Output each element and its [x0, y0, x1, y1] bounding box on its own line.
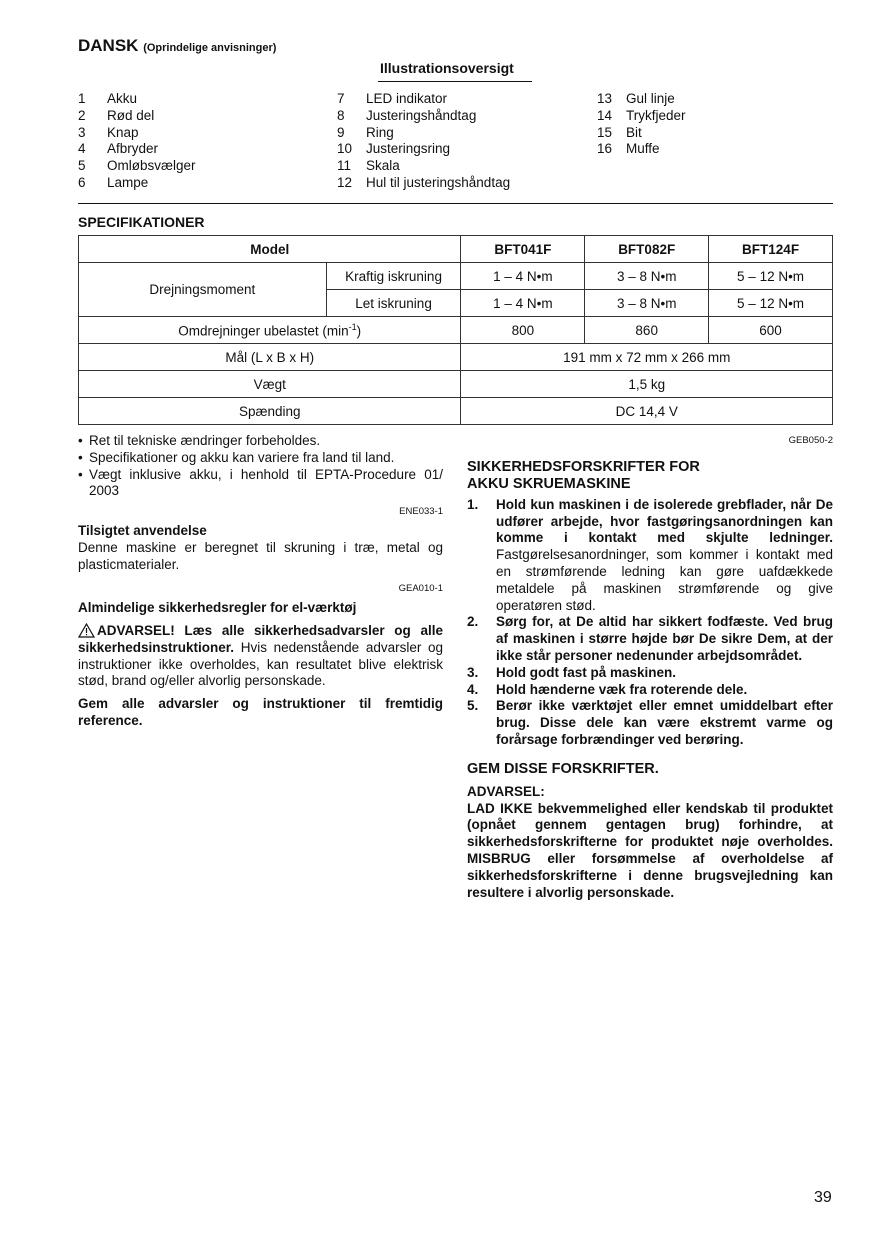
- table-header-row: [79, 236, 833, 263]
- table-cell: 600: [709, 317, 833, 344]
- reference-code: GEB050-2: [788, 435, 833, 446]
- table-cell: 5 – 12 N•m: [709, 290, 833, 317]
- parts-column-2: [337, 91, 510, 192]
- list-item: 3. Hold godt fast på maskinen.: [467, 664, 677, 680]
- part-item: 7 LED indikator: [337, 91, 448, 106]
- table-row: [79, 398, 833, 425]
- general-warning: ADVARSEL! Læs alle sikkerhedsadvarsler og alle sikkerhedsinstruktioner. Hvis nedenstående advarsler og instruktioner ikke overholdes, kan resultatet blive elektrisk stød, brand og/eller alvorlig personskade.: [78, 622, 443, 689]
- torque-label: Drejningsmoment: [79, 263, 327, 317]
- table-row: [79, 371, 833, 398]
- table-cell: 1 – 4 N•m: [461, 263, 585, 290]
- table-cell: 1 – 4 N•m: [461, 290, 585, 317]
- model-name: BFT082F: [585, 236, 709, 263]
- list-item: 5. Berør ikke værktøjet eller emnet umiddelbart efter brug. Disse dele kan være ekstremt varme og forårsage forbrændinger ved berøring.: [467, 698, 833, 747]
- keep-instructions: Gem alle advarsler og instruktioner til fremtidig reference.: [78, 696, 443, 728]
- safety-list: [467, 497, 833, 749]
- parts-column-3: [597, 91, 686, 158]
- table-row: [79, 263, 833, 290]
- voltage-label: Spænding: [79, 398, 461, 425]
- warning-text: LAD IKKE bekvemmelighed eller kendskab til produktet (opnået gennem gentagen brug) forhindre, at sikkerhedsforskrifterne for produktet nøje overholdes. MISBRUG eller forsømmelse af overholdelse af sikkerhedsforskrifterne i denne brugsvejledning kan resultere i alvorlig personskade.: [467, 800, 833, 900]
- specs-title: SPECIFIKATIONER: [78, 214, 205, 230]
- model-name: BFT124F: [709, 236, 833, 263]
- list-item: 4. Hold hænderne væk fra roterende dele.: [467, 681, 748, 697]
- table-cell: 860: [585, 317, 709, 344]
- dimensions-value: 191 mm x 72 mm x 266 mm: [461, 344, 833, 371]
- soft-joint-label: Let iskruning: [326, 290, 461, 317]
- table-cell: 800: [461, 317, 585, 344]
- voltage-value: DC 14,4 V: [461, 398, 833, 425]
- model-name: BFT041F: [461, 236, 585, 263]
- part-item: 6 Lampe: [78, 174, 149, 190]
- safety-title: SIKKERHEDSFORSKRIFTER FOR AKKU SKRUEMASKINE: [467, 458, 700, 492]
- part-item: 1 Akku: [78, 91, 138, 106]
- spec-note: • Ret til tekniske ændringer forbeholdes.: [78, 433, 321, 448]
- weight-value: 1,5 kg: [461, 371, 833, 398]
- left-column: [78, 433, 443, 730]
- reference-code: ENE033-1: [399, 506, 443, 518]
- right-column: [467, 433, 833, 901]
- table-row: [79, 317, 833, 344]
- list-item: 2. Sørg for, at De altid har sikkert fodfæste. Ved brug af maskinen i større højde bør De sikre Dem, at der ikke står personer nedenunder arbejdsområdet.: [467, 614, 833, 663]
- overview-underline: [378, 81, 532, 82]
- part-item: 10 Justeringsring: [337, 141, 451, 157]
- weight-label: Vægt: [79, 371, 461, 398]
- overview-title: Illustrationsoversigt: [380, 60, 514, 76]
- list-item: 1. Hold kun maskinen i de isolerede grebflader, når De udfører arbejde, hvor fastgøringsanordningen kan komme i kontakt med skjulte ledninger. Fastgørelsesanordninger, som kommer i kontakt med en strømførende ledning kan gøre uafdækkede metaldele på maskinen strømførende og give operatøren stød.: [467, 496, 833, 613]
- model-header: Model: [79, 236, 461, 263]
- intended-use-text: Denne maskine er beregnet til skruning i træ, metal og plasticmaterialer.: [78, 539, 443, 572]
- language-note: (Oprindelige anvisninger): [143, 42, 277, 54]
- part-item: 3 Knap: [78, 124, 139, 140]
- table-cell: 3 – 8 N•m: [585, 263, 709, 290]
- intended-use-title: Tilsigtet anvendelse: [78, 522, 207, 538]
- table-row: [79, 344, 833, 371]
- table-cell: 5 – 12 N•m: [709, 263, 833, 290]
- spec-note: • Vægt inklusive akku, i henhold til EPTA-Procedure 01/ 2003: [78, 466, 443, 499]
- part-item: 2 Rød del: [78, 107, 155, 123]
- warning-label: ADVARSEL:: [467, 783, 545, 799]
- part-item: 4 Afbryder: [78, 141, 159, 157]
- part-item: 9 Ring: [337, 124, 394, 140]
- part-item: 13 Gul linje: [597, 91, 675, 106]
- specs-table: [78, 235, 833, 425]
- page-number: 39: [814, 1189, 832, 1206]
- language-title: DANSK: [78, 36, 139, 55]
- warning-triangle-icon: [78, 623, 95, 638]
- save-instructions-title: GEM DISSE FORSKRIFTER.: [467, 760, 659, 777]
- table-cell: 3 – 8 N•m: [585, 290, 709, 317]
- parts-column-1: [78, 91, 196, 192]
- part-item: 14 Trykfjeder: [597, 107, 686, 123]
- general-safety-title: Almindelige sikkerhedsregler for el-værktøj: [78, 600, 357, 616]
- part-item: 12 Hul til justeringshåndtag: [337, 174, 511, 190]
- part-item: 15 Bit: [597, 124, 642, 140]
- part-item: 16 Muffe: [597, 141, 660, 157]
- spec-note: • Specifikationer og akku kan variere fra land til land.: [78, 449, 395, 465]
- section-divider: [78, 203, 833, 204]
- hard-joint-label: Kraftig iskruning: [326, 263, 461, 290]
- dimensions-label: Mål (L x B x H): [79, 344, 461, 371]
- part-item: 11 Skala: [337, 158, 400, 174]
- speed-label: Omdrejninger ubelastet $(\min^{-1})$: [79, 317, 461, 344]
- part-item: 8 Justeringshåndtag: [337, 107, 477, 123]
- page-heading: [78, 36, 276, 56]
- part-item: 5 Omløbsvælger: [78, 158, 196, 174]
- reference-code: GEA010-1: [398, 583, 443, 595]
